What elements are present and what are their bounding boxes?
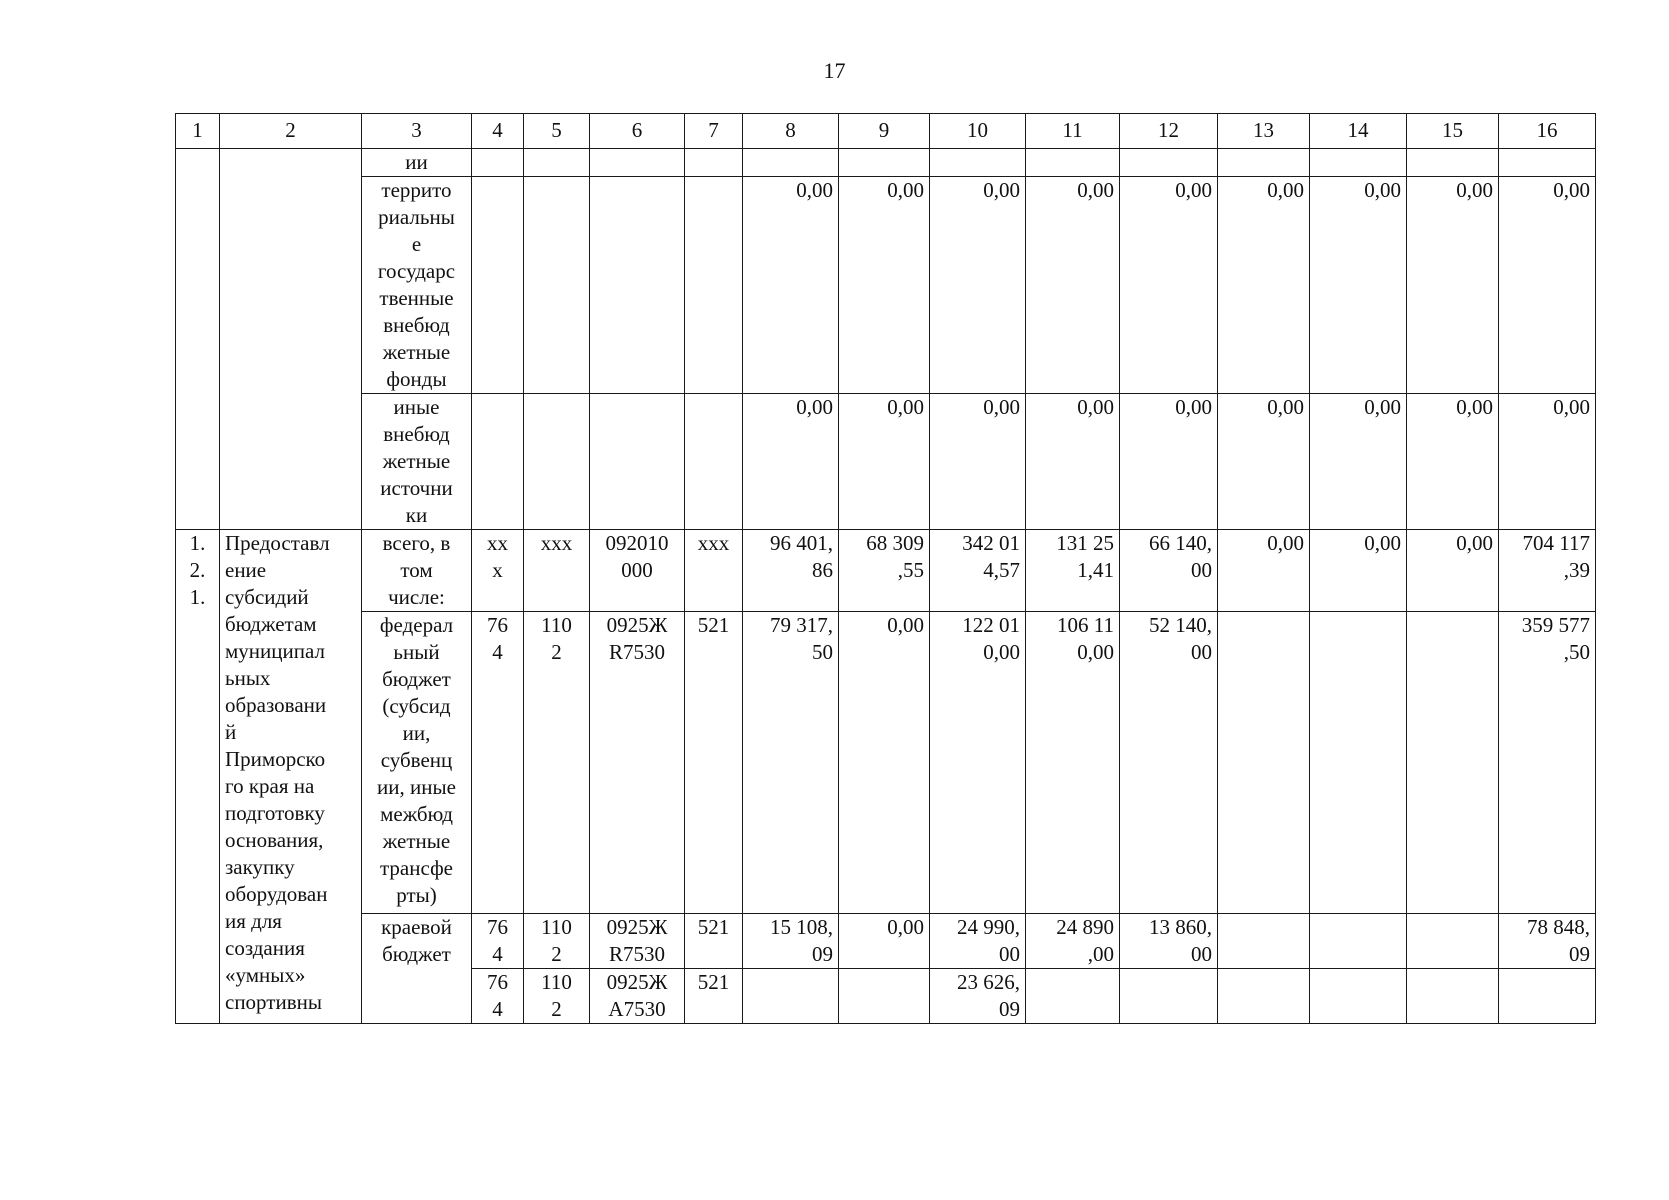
funding-source: всего, в том числе: [362,530,472,612]
table-row [176,149,1596,177]
code-cell: 521 [685,969,743,1024]
amount-cell: 0,00 [1026,394,1120,530]
amount-cell: 0,00 [839,612,930,914]
amount-cell: 52 140, 00 [1120,612,1218,914]
amount-cell [1407,914,1499,969]
amount-cell: 0,00 [1120,177,1218,394]
code-cell: 0925Ж R7530 [590,914,685,969]
amount-cell [1407,612,1499,914]
amount-cell: 0,00 [743,177,839,394]
column-header: 16 [1499,114,1596,149]
column-header: 8 [743,114,839,149]
column-header: 15 [1407,114,1499,149]
amount-cell: 0,00 [1310,530,1407,612]
amount-cell: 0,00 [1499,394,1596,530]
column-header: 12 [1120,114,1218,149]
amount-cell: 342 01 4,57 [930,530,1026,612]
column-header: 11 [1026,114,1120,149]
column-header: 9 [839,114,930,149]
code-cell: ххх [685,530,743,612]
amount-cell: 24 890 ,00 [1026,914,1120,969]
amount-cell: 0,00 [1407,394,1499,530]
amount-cell: 66 140, 00 [1120,530,1218,612]
code-cell: 521 [685,914,743,969]
column-header: 7 [685,114,743,149]
column-header: 5 [524,114,590,149]
amount-cell: 79 317, 50 [743,612,839,914]
funding-source: ии [362,149,472,177]
amount-cell: 0,00 [1218,530,1310,612]
amount-cell: 96 401, 86 [743,530,839,612]
amount-cell: 0,00 [1218,177,1310,394]
code-cell: 76 4 [472,969,524,1024]
amount-cell: 0,00 [743,394,839,530]
code-cell: 76 4 [472,612,524,914]
code-cell: 092010 000 [590,530,685,612]
amount-cell: 0,00 [1407,530,1499,612]
amount-cell [1499,969,1596,1024]
column-header-row [176,114,1596,149]
item-name: Предоставл ение субсидий бюджетам муниципал ьных образовани й Приморско го края на подготовку основания, закупку оборудован ия для создания «умных» спортивны [220,530,362,1024]
table-row [176,530,1596,612]
amount-cell: 13 860, 00 [1120,914,1218,969]
amount-cell: 106 11 0,00 [1026,612,1120,914]
code-cell: 521 [685,612,743,914]
code-cell: ххх [524,530,590,612]
amount-cell: 704 117 ,39 [1499,530,1596,612]
amount-cell: 0,00 [1218,394,1310,530]
amount-cell [1026,969,1120,1024]
funding-source: краевой бюджет [362,914,472,1024]
amount-cell [1218,612,1310,914]
amount-cell: 0,00 [930,177,1026,394]
amount-cell [839,969,930,1024]
code-cell: хх х [472,530,524,612]
amount-cell: 0,00 [930,394,1026,530]
column-header: 3 [362,114,472,149]
amount-cell [1120,969,1218,1024]
column-header: 2 [220,114,362,149]
funding-source: иные внебюд жетные источни ки [362,394,472,530]
item-number: 1. 2. 1. [176,530,220,1024]
amount-cell: 0,00 [1407,177,1499,394]
amount-cell [743,969,839,1024]
empty-cell [176,149,220,530]
amount-cell: 122 01 0,00 [930,612,1026,914]
amount-cell: 23 626, 09 [930,969,1026,1024]
table-row [176,177,1596,394]
code-cell: 110 2 [524,969,590,1024]
budget-table [175,113,1596,1024]
column-header: 13 [1218,114,1310,149]
amount-cell: 0,00 [1310,394,1407,530]
amount-cell: 0,00 [1499,177,1596,394]
amount-cell [1407,969,1499,1024]
code-cell: 76 4 [472,914,524,969]
amount-cell: 68 309 ,55 [839,530,930,612]
amount-cell: 24 990, 00 [930,914,1026,969]
table-row [176,914,1596,969]
code-cell: 110 2 [524,612,590,914]
amount-cell: 0,00 [839,177,930,394]
amount-cell [1310,914,1407,969]
column-header: 10 [930,114,1026,149]
column-header: 1 [176,114,220,149]
page-number: 17 [823,58,846,83]
table-row [176,612,1596,914]
column-header: 6 [590,114,685,149]
amount-cell [1218,914,1310,969]
amount-cell: 131 25 1,41 [1026,530,1120,612]
code-cell: 110 2 [524,914,590,969]
amount-cell: 0,00 [1310,177,1407,394]
amount-cell: 359 577 ,50 [1499,612,1596,914]
amount-cell [1310,612,1407,914]
amount-cell: 0,00 [1026,177,1120,394]
column-header: 4 [472,114,524,149]
amount-cell [1218,969,1310,1024]
code-cell: 0925Ж R7530 [590,612,685,914]
funding-source: террито риальны е государс твенные внебюд жетные фонды [362,177,472,394]
amount-cell: 15 108, 09 [743,914,839,969]
amount-cell: 78 848, 09 [1499,914,1596,969]
amount-cell: 0,00 [839,914,930,969]
amount-cell [1310,969,1407,1024]
amount-cell: 0,00 [1120,394,1218,530]
column-header: 14 [1310,114,1407,149]
table-row [176,394,1596,530]
code-cell: 0925Ж А7530 [590,969,685,1024]
empty-cell [220,149,362,530]
amount-cell: 0,00 [839,394,930,530]
funding-source: федерал ьный бюджет (субсид ии, субвенц ии, иные межбюд жетные трансфе рты) [362,612,472,914]
